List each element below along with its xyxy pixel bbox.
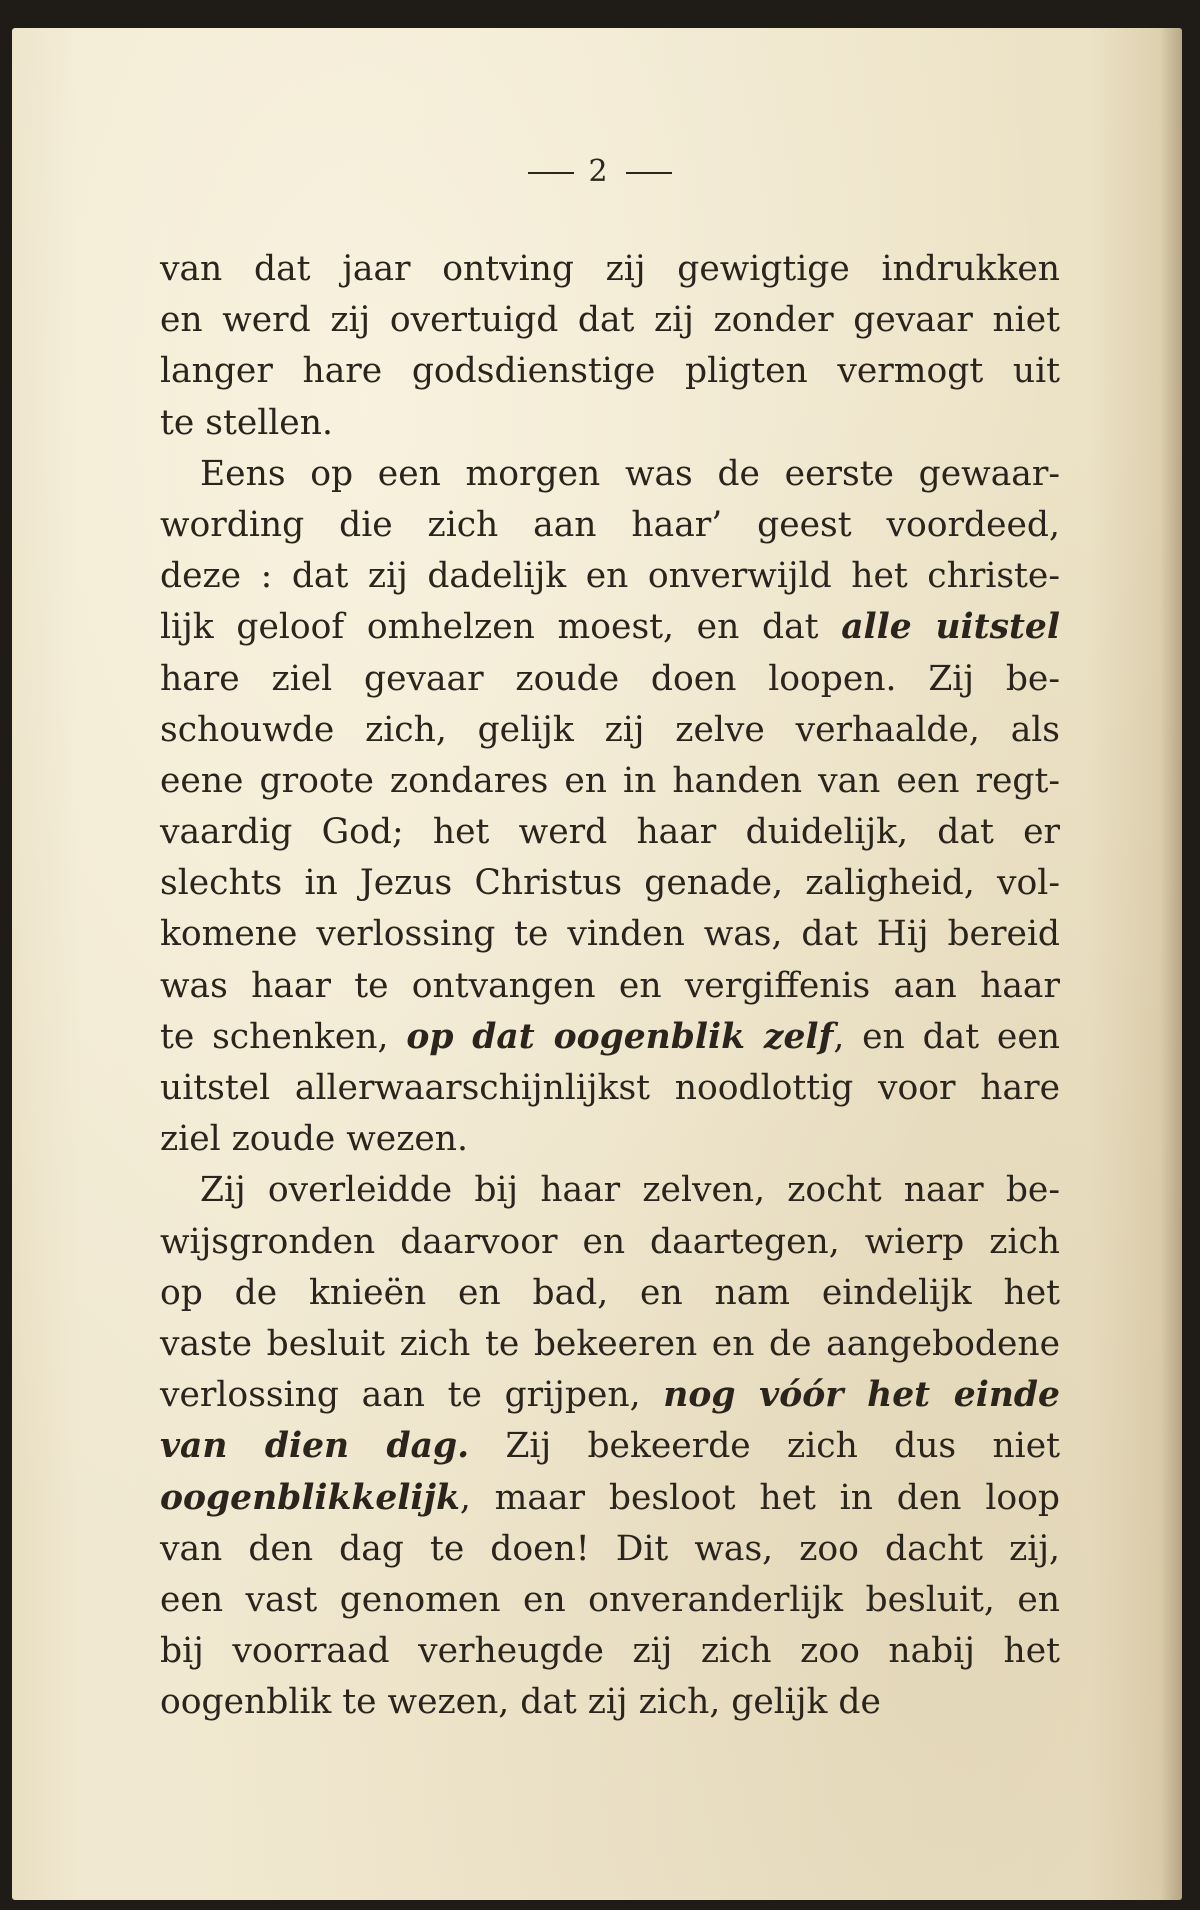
text-segment: vaste besluit zich te bekeeren en de aangebodene xyxy=(160,1323,1060,1364)
text-segment: uitstel allerwaarschijnlijkst noodlottig voor hare xyxy=(160,1068,1060,1108)
text-segment: deze : dat zij dadelijk en onverwijld het christe- xyxy=(160,556,1060,597)
page-number-text: 2 xyxy=(588,154,612,189)
text-segment: , en dat een xyxy=(833,1016,1060,1057)
text-segment: op de knieën en bad, en nam eindelijk het xyxy=(160,1272,1060,1313)
text-segment: oogenblik te wezen, dat zij zich, gelijk de xyxy=(160,1682,881,1723)
text-line xyxy=(160,500,1060,551)
text-line xyxy=(160,1626,1060,1677)
text-segment: Eens op een morgen was de eerste gewaar- xyxy=(200,453,1060,494)
text-line xyxy=(160,654,1060,705)
body-text xyxy=(160,244,1060,1728)
text-line xyxy=(160,1524,1060,1575)
text-line xyxy=(160,807,1060,858)
text-line xyxy=(160,1421,1060,1472)
text-line xyxy=(160,551,1060,602)
text-line xyxy=(160,858,1060,909)
text-segment: , maar besloot het in den loop xyxy=(459,1477,1060,1518)
text-segment: was haar te ontvangen en vergiffenis aan haar xyxy=(160,965,1060,1006)
text-segment: schouwde zich, gelijk zij zelve verhaalde, als xyxy=(160,709,1060,750)
text-line xyxy=(160,398,1060,449)
text-line xyxy=(160,1677,1060,1728)
text-line xyxy=(160,1319,1060,1370)
text-line xyxy=(160,1370,1060,1421)
text-segment: te stellen. xyxy=(160,402,333,443)
text-line xyxy=(160,1114,1060,1165)
text-segment: van dat jaar ontving zij gewigtige indrukken xyxy=(160,249,1060,289)
text-segment: wijsgronden daarvoor en daartegen, wierp zich xyxy=(160,1221,1060,1262)
page-edge-shadow xyxy=(1160,28,1182,1900)
text-segment: wording die zich aan haar’ geest voordeed, xyxy=(160,504,1060,545)
text-line xyxy=(160,756,1060,807)
text-line xyxy=(160,244,1060,295)
text-line xyxy=(160,1217,1060,1268)
text-segment: slechts in Jezus Christus genade, zaligheid, vol- xyxy=(160,863,1060,904)
text-line xyxy=(160,1063,1060,1114)
text-segment: van den dag te doen! Dit was, zoo dacht zij, xyxy=(160,1528,1060,1569)
text-line xyxy=(160,909,1060,960)
text-segment: langer hare godsdienstige pligten vermogt uit xyxy=(160,351,1060,392)
page-number-dash-left xyxy=(528,172,574,174)
page-number-dash-right xyxy=(626,172,672,174)
text-segment: komene verlossing te vinden was, dat Hij bereid xyxy=(160,914,1060,955)
text-segment: lijk geloof omhelzen moest, en dat xyxy=(160,607,842,648)
text-line xyxy=(160,1268,1060,1319)
text-segment: hare ziel gevaar zoude doen loopen. Zij be- xyxy=(160,658,1060,699)
text-line xyxy=(160,1473,1060,1524)
emphasized-text: oogenblikkelijk xyxy=(160,1477,460,1518)
text-line xyxy=(160,1165,1060,1216)
text-line xyxy=(160,602,1060,653)
text-line xyxy=(160,295,1060,346)
text-segment: een vast genomen en onveranderlijk besluit, en xyxy=(160,1579,1060,1620)
text-segment: vaardig God; het werd haar duidelijk, dat er xyxy=(160,812,1060,853)
text-segment: bij voorraad verheugde zij zich zoo nabij het xyxy=(160,1631,1060,1672)
page-number xyxy=(0,154,1200,189)
text-segment: verlossing aan te grijpen, xyxy=(160,1375,664,1416)
text-segment: eene groote zondares en in handen van een regt- xyxy=(160,760,1060,801)
emphasized-text: nog vóór het einde xyxy=(663,1375,1060,1416)
text-segment: ziel zoude wezen. xyxy=(160,1119,468,1160)
text-segment: en werd zij overtuigd dat zij zonder gevaar niet xyxy=(160,300,1060,341)
text-line xyxy=(160,961,1060,1012)
emphasized-text: op dat oogenblik zelf xyxy=(406,1016,834,1057)
emphasized-text: van dien dag. xyxy=(160,1426,470,1467)
text-line xyxy=(160,346,1060,397)
text-line xyxy=(160,705,1060,756)
text-segment: Zij overleidde bij haar zelven, zocht naar be- xyxy=(200,1170,1060,1211)
emphasized-text: alle uitstel xyxy=(841,607,1060,648)
text-segment: te schenken, xyxy=(160,1016,407,1057)
text-line xyxy=(160,1012,1060,1063)
text-line xyxy=(160,449,1060,500)
text-line xyxy=(160,1575,1060,1626)
text-segment: Zij bekeerde zich dus niet xyxy=(469,1426,1060,1467)
